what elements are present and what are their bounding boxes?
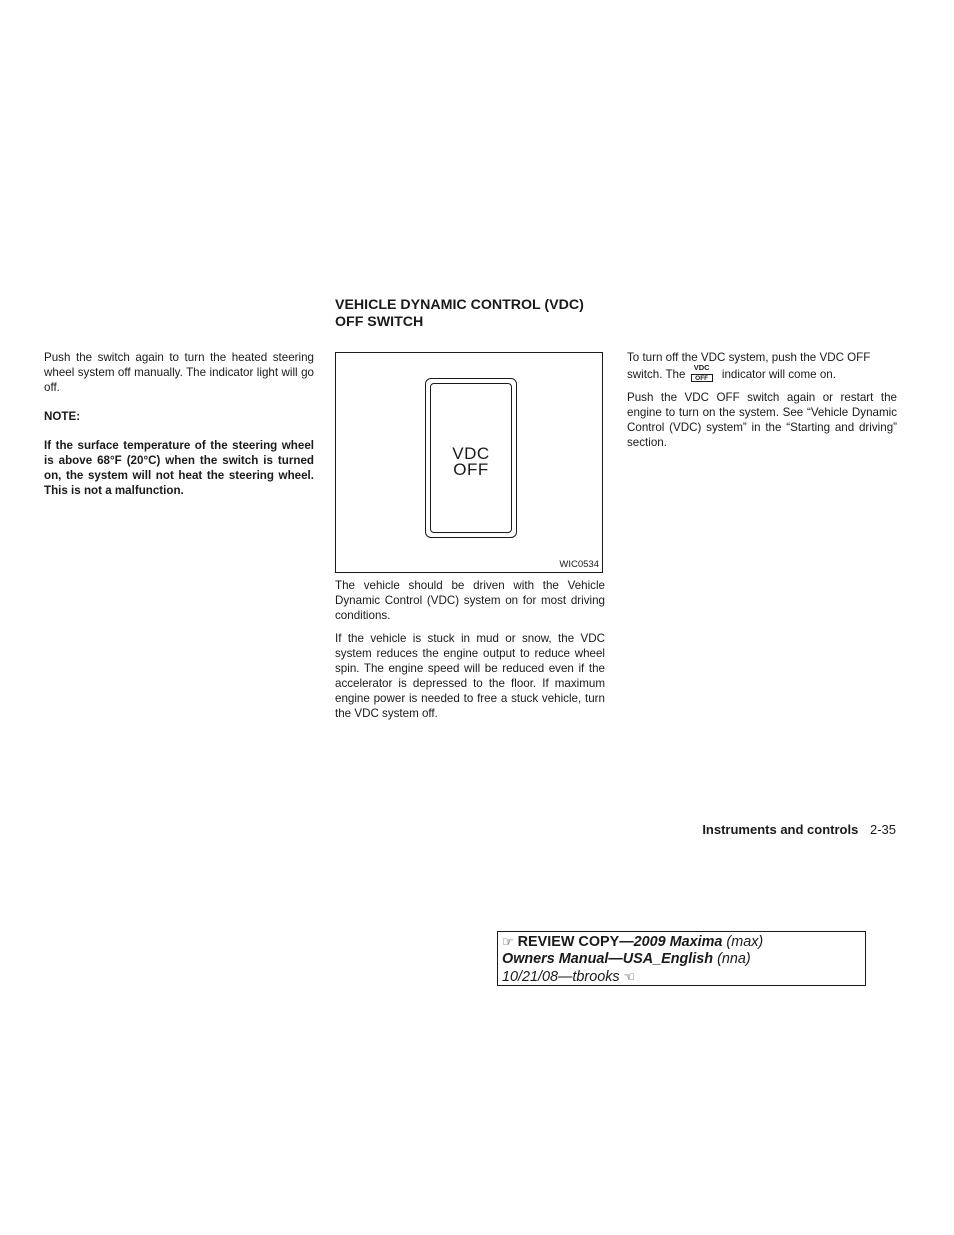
note-text: If the surface temperature of the steering wheel is above 68°F (20°C) when the switch is turned on, the system will not heat the steering wheel. This is not a malfunction. xyxy=(44,439,314,497)
footer-section-name: Instruments and controls xyxy=(702,822,859,837)
vdc-off-para-1-after: indicator will come on. xyxy=(721,368,836,381)
vdc-off-para-1 xyxy=(627,350,897,382)
review-line-3 xyxy=(502,968,861,986)
review-manual-code: (nna) xyxy=(717,951,751,967)
vdc-off-switch-illustration xyxy=(425,378,517,538)
heated-steering-intro: Push the switch again to turn the heated steering wheel system off manually. The indicator light will go off. xyxy=(44,351,314,394)
indicator-icon-top: VDC xyxy=(693,363,710,372)
review-model: 2009 Maxima xyxy=(633,934,723,950)
switch-label-line2: OFF xyxy=(453,460,489,479)
review-model-code: (max) xyxy=(726,934,764,950)
switch-face xyxy=(430,383,512,533)
section-title-line1: VEHICLE DYNAMIC CONTROL (VDC) xyxy=(335,297,584,313)
switch-label-line1: VDC xyxy=(452,444,490,463)
middle-column xyxy=(335,578,605,729)
review-manual: Owners Manual—USA_English xyxy=(502,951,714,967)
review-copy-box xyxy=(497,931,866,986)
review-line-2 xyxy=(502,951,861,968)
figure-code: WIC0534 xyxy=(559,559,599,570)
right-column xyxy=(627,350,897,458)
section-title xyxy=(335,297,635,331)
vdc-para-1: The vehicle should be driven with the Vehicle Dynamic Control (VDC) system on for most driving conditions. xyxy=(335,579,605,622)
page-number: 2-35 xyxy=(869,822,896,837)
vdc-off-para-1-before: To turn off the VDC system, push the VDC OFF switch. The xyxy=(627,351,871,381)
vdc-para-2: If the vehicle is stuck in mud or snow, the VDC system reduces the engine output to reduce wheel spin. The engine speed will be reduced even if the accelerator is depressed to the floor. If maximum engine power is needed to free a stuck vehicle, turn the VDC system off. xyxy=(335,632,605,720)
hand-left-icon: ☜ xyxy=(623,969,636,984)
vdc-off-para-2: Push the VDC OFF switch again or restart the engine to turn on the system. See “Vehicle Dynamic Control (VDC) system” in the “Starting and driving” section. xyxy=(627,391,897,449)
vdc-off-indicator-icon xyxy=(691,365,713,382)
review-date-author: 10/21/08—tbrooks xyxy=(502,969,620,985)
section-title-line2: OFF SWITCH xyxy=(335,314,424,330)
note-label: NOTE: xyxy=(44,410,81,423)
switch-label xyxy=(431,446,511,478)
indicator-icon-bottom: OFF xyxy=(691,374,713,382)
review-line-1 xyxy=(502,933,861,951)
vdc-switch-figure xyxy=(335,352,603,573)
review-label: REVIEW COPY— xyxy=(517,934,634,950)
hand-right-icon: ☞ xyxy=(502,934,514,949)
left-column xyxy=(44,350,314,506)
page-footer xyxy=(702,822,896,837)
